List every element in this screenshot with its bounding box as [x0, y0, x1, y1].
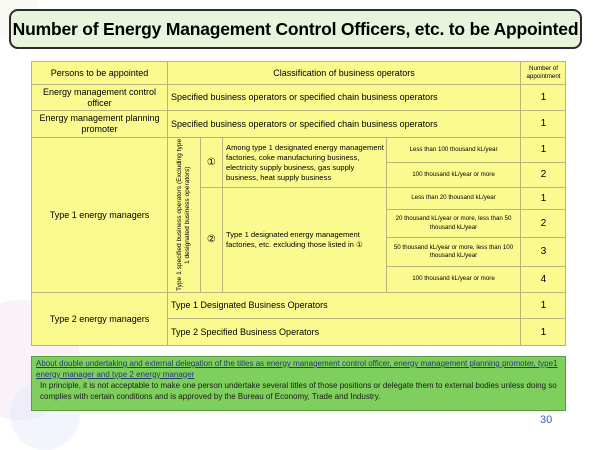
- type2-number-2: 1: [540, 326, 547, 338]
- group2-number-2: 2: [521, 210, 566, 238]
- type2-classification-1: Type 1 Designated Business Operators: [168, 293, 521, 319]
- group1-number-2: 2: [521, 163, 566, 188]
- header-classification: Classification of business operators: [168, 62, 521, 85]
- note-body: In principle, it is not acceptable to make one person undertake several titles of those positions or delegate them to external bodies unless doing so complies with certain conditions and is approved by the Bureau of Economy, Trade and Industry.: [40, 381, 557, 401]
- group1-range-1: Less than 100 thousand kL/year: [387, 138, 521, 163]
- group2-range-1: Less than 20 thousand kL/year: [387, 188, 521, 210]
- type2-number-1: 1: [521, 293, 566, 319]
- type1-vertical-label-cell: [168, 138, 201, 293]
- slide-title-box: [9, 9, 582, 49]
- row-person-type1: Type 1 energy managers: [32, 138, 168, 293]
- group2-number-1: 1: [521, 188, 566, 210]
- row-number-emp-promoter: 1: [521, 111, 566, 138]
- group2-number-4: 4: [521, 267, 566, 293]
- row-number-emc-officer: 1: [521, 85, 566, 111]
- row-person-emc-officer: Energy management control officer: [32, 85, 168, 111]
- row-person-emp-promoter: Energy management planning promoter: [32, 111, 168, 138]
- appointment-table: [31, 61, 566, 346]
- row-classification-emc-officer: Specified business operators or specified chain business operators: [168, 85, 521, 111]
- group2-range-2: 20 thousand kL/year or more, less than 50 thousand kL/year: [387, 210, 521, 238]
- group1-range-2: 100 thousand kL/year or more: [387, 163, 521, 188]
- group2-marker: ②: [201, 188, 223, 293]
- group2-number-3: 3: [521, 238, 566, 267]
- page-number: 30: [540, 414, 553, 426]
- group2-description: Type 1 designated energy management factories, etc. excluding those listed in ①: [223, 188, 387, 293]
- group1-number-1: 1: [521, 138, 566, 163]
- group2-range-3: 50 thousand kL/year or more, less than 100 thousand kL/year: [387, 238, 521, 267]
- slide-title: Number of Energy Management Control Officers, etc. to be Appointed: [12, 18, 579, 39]
- note-heading: About double undertaking and external delegation of the titles as energy management control officer, energy management planning promoter, type1 energy manager and type 2 energy manager: [36, 359, 558, 379]
- type1-vertical-label: Type 1 specified business operators (Excluding type 1 designated business operators): [175, 138, 191, 292]
- row-person-type2: Type 2 energy managers: [32, 293, 168, 346]
- type2-classification-2: Type 2 Specified Business Operators: [168, 319, 521, 346]
- group2-range-4: 100 thousand kL/year or more: [387, 267, 521, 293]
- note-box: [31, 356, 566, 411]
- header-number: Number of appointment: [521, 62, 566, 85]
- row-classification-emp-promoter: Specified business operators or specified chain business operators: [168, 111, 521, 138]
- header-persons: Persons to be appointed: [32, 62, 168, 85]
- group1-marker: ①: [201, 138, 223, 188]
- group1-description: Among type 1 designated energy management factories, coke manufacturing business, electricity supply business, gas supply business, heat supply business: [223, 138, 387, 188]
